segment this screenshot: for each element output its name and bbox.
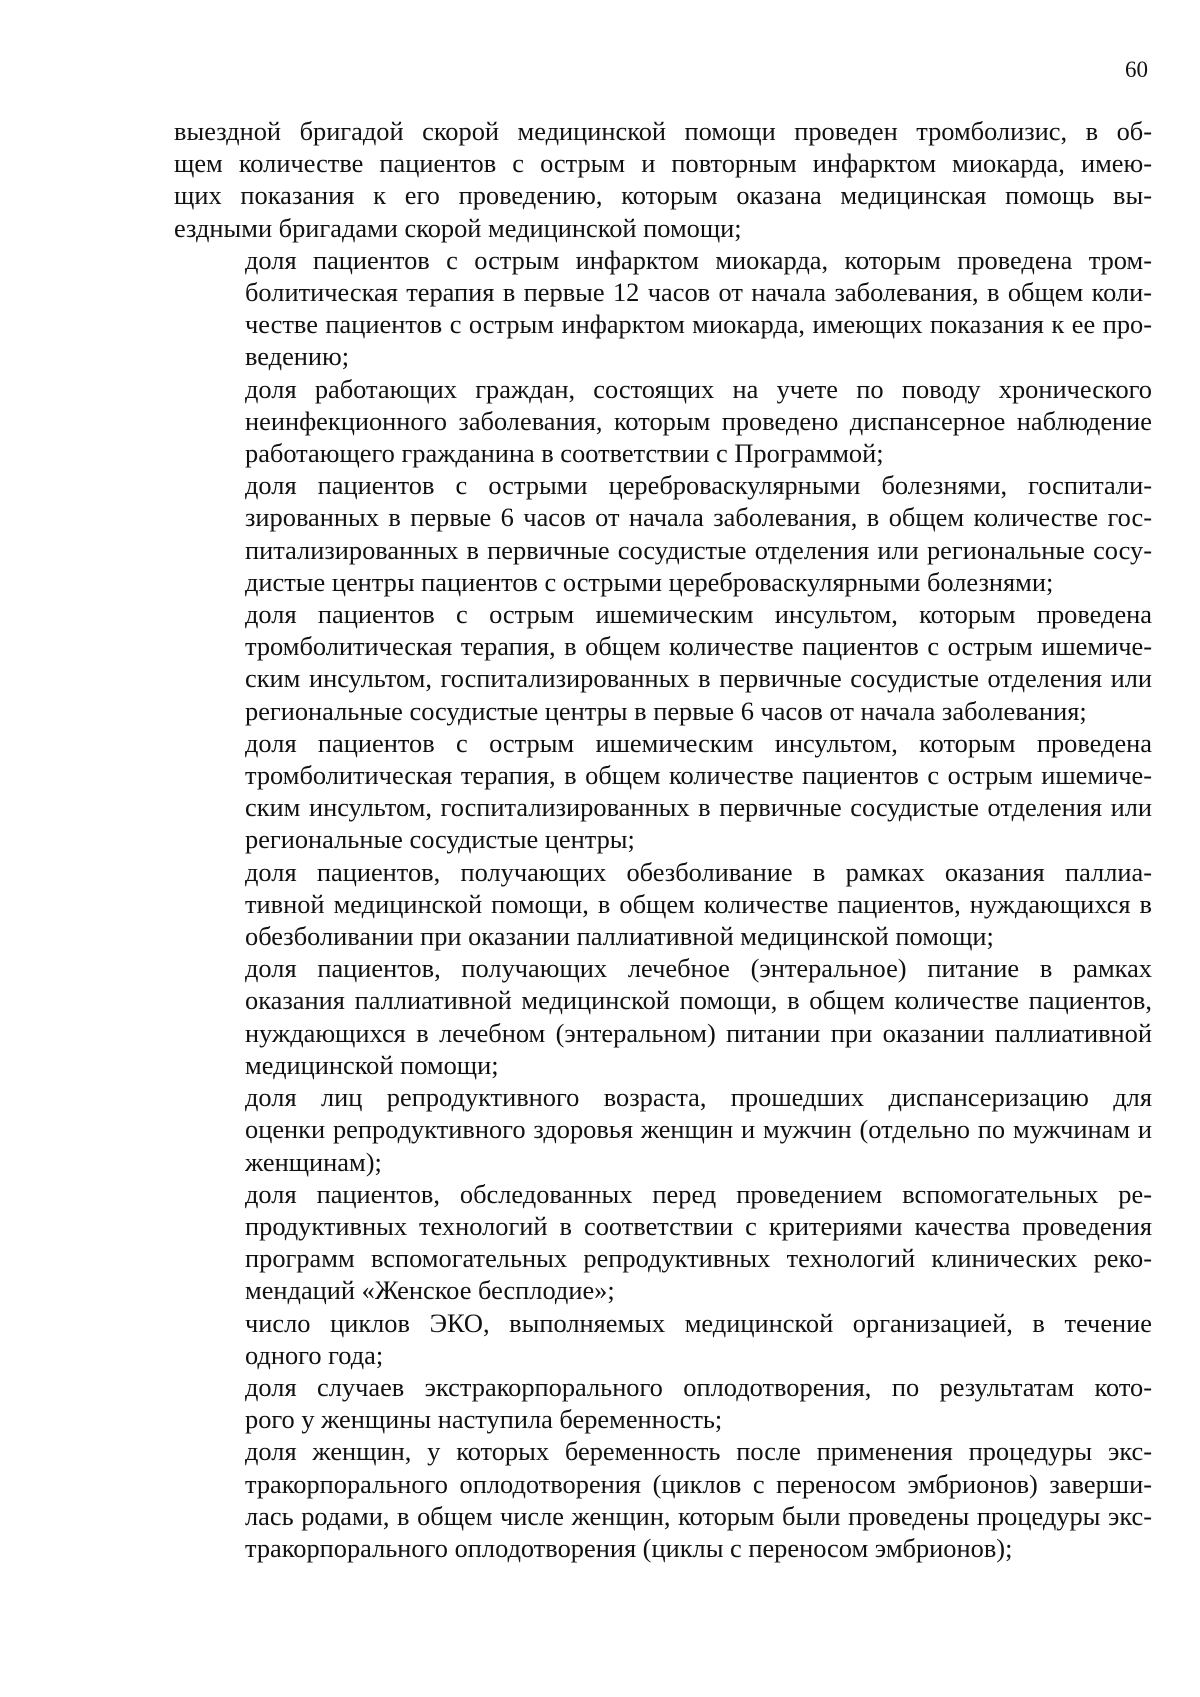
paragraph-line: продуктивных технологий в соответствии с критериями качества проведения bbox=[245, 1210, 1152, 1241]
paragraph-line: щих показания к его проведению, которым оказана медицинская помощь вы- bbox=[174, 180, 1152, 211]
paragraph-line: доля пациентов с острым инфарктом миокарда, которым проведена тром- bbox=[245, 244, 1152, 275]
paragraph-line: работающего гражданина в соответствии с Программой; bbox=[245, 438, 884, 469]
paragraph bbox=[174, 373, 1152, 470]
paragraph-line: лась родами, в общем числе женщин, которым были проведены процедуры экс- bbox=[245, 1500, 1152, 1531]
paragraph-line: программ вспомогательных репродуктивных технологий клинических реко- bbox=[245, 1243, 1152, 1274]
paragraph bbox=[174, 115, 1152, 244]
paragraph bbox=[174, 469, 1152, 598]
paragraph bbox=[174, 1435, 1152, 1564]
paragraph-line: доля женщин, у которых беременность после применения процедуры экс- bbox=[245, 1436, 1152, 1467]
paragraph-line: доля пациентов с острым ишемическим инсультом, которым проведена bbox=[245, 599, 1152, 630]
paragraph-line: региональные сосудистые центры; bbox=[245, 824, 635, 855]
paragraph bbox=[174, 598, 1152, 727]
paragraph-line: нуждающихся в лечебном (энтеральном) питании при оказании паллиативной bbox=[245, 1017, 1152, 1048]
paragraph-line: доля пациентов, получающих обезболивание в рамках оказания паллиа- bbox=[245, 856, 1152, 887]
paragraph-line: дистые центры пациентов с острыми цереброваскулярными болезнями; bbox=[245, 566, 1054, 597]
paragraph-line: тромболитическая терапия, в общем количестве пациентов с острым ишемиче- bbox=[245, 760, 1152, 791]
paragraph bbox=[174, 244, 1152, 373]
paragraph bbox=[174, 1307, 1152, 1371]
paragraph-line: мендаций «Женское бесплодие»; bbox=[245, 1275, 615, 1306]
paragraph-line: обезболивании при оказании паллиативной медицинской помощи; bbox=[245, 921, 994, 952]
paragraph-line: доля работающих граждан, состоящих на учете по поводу хронического bbox=[245, 373, 1152, 404]
paragraph-line: медицинской помощи; bbox=[245, 1049, 499, 1080]
paragraph-line: ездными бригадами скорой медицинской помощи; bbox=[174, 212, 742, 243]
paragraph bbox=[174, 727, 1152, 856]
paragraph-line: женщинам); bbox=[245, 1146, 382, 1177]
paragraph-line: болитическая терапия в первые 12 часов от начала заболевания, в общем коли- bbox=[245, 277, 1152, 308]
paragraph-line: ским инсультом, госпитализированных в первичные сосудистые отделения или bbox=[245, 792, 1152, 823]
page-number: 60 bbox=[1125, 57, 1148, 82]
paragraph bbox=[174, 1178, 1152, 1307]
paragraph-line: тракорпорального оплодотворения (циклов с переносом эмбрионов) заверши- bbox=[245, 1468, 1152, 1499]
paragraph bbox=[174, 952, 1152, 1081]
paragraph-line: региональные сосудистые центры в первые 6 часов от начала заболевания; bbox=[245, 695, 1087, 726]
paragraph-line: неинфекционного заболевания, которым проведено диспансерное наблюдение bbox=[245, 405, 1152, 436]
paragraph bbox=[174, 1371, 1152, 1435]
document-body bbox=[174, 115, 1152, 1564]
paragraph-line: тракорпорального оплодотворения (циклы с переносом эмбрионов); bbox=[245, 1532, 1013, 1563]
paragraph-line: щем количестве пациентов с острым и повторным инфарктом миокарда, имею- bbox=[174, 148, 1152, 179]
paragraph-line: доля пациентов с острым ишемическим инсультом, которым проведена bbox=[245, 727, 1152, 758]
paragraph-line: ским инсультом, госпитализированных в первичные сосудистые отделения или bbox=[245, 663, 1152, 694]
paragraph-line: доля пациентов с острыми цереброваскулярными болезнями, госпитали- bbox=[245, 470, 1152, 501]
paragraph bbox=[174, 856, 1152, 953]
paragraph-line: доля пациентов, получающих лечебное (энтеральное) питание в рамках bbox=[245, 953, 1152, 984]
paragraph-line: ведению; bbox=[245, 341, 350, 372]
paragraph-line: оценки репродуктивного здоровья женщин и мужчин (отдельно по мужчинам и bbox=[245, 1114, 1152, 1145]
paragraph-line: оказания паллиативной медицинской помощи, в общем количестве пациентов, bbox=[245, 985, 1152, 1016]
paragraph-line: выездной бригадой скорой медицинской помощи проведен тромболизис, в об- bbox=[174, 116, 1152, 146]
paragraph-line: доля лиц репродуктивного возраста, прошедших диспансеризацию для bbox=[245, 1082, 1152, 1113]
paragraph-line: доля пациентов, обследованных перед проведением вспомогательных ре- bbox=[245, 1178, 1152, 1209]
paragraph bbox=[174, 1081, 1152, 1178]
paragraph-line: тивной медицинской помощи, в общем количестве пациентов, нуждающихся в bbox=[245, 888, 1152, 919]
paragraph-line: тромболитическая терапия, в общем количестве пациентов с острым ишемиче- bbox=[245, 631, 1152, 662]
paragraph-line: питализированных в первичные сосудистые отделения или региональные сосу- bbox=[245, 534, 1152, 565]
paragraph-line: одного года; bbox=[245, 1339, 384, 1370]
paragraph-line: зированных в первые 6 часов от начала заболевания, в общем количестве гос- bbox=[245, 502, 1152, 533]
paragraph-line: честве пациентов с острым инфарктом миокарда, имеющих показания к ее про- bbox=[245, 309, 1152, 340]
paragraph-line: число циклов ЭКО, выполняемых медицинской организацией, в течение bbox=[245, 1307, 1152, 1338]
paragraph-line: доля случаев экстракорпорального оплодотворения, по результатам кото- bbox=[245, 1371, 1152, 1402]
paragraph-line: рого у женщины наступила беременность; bbox=[245, 1404, 723, 1435]
